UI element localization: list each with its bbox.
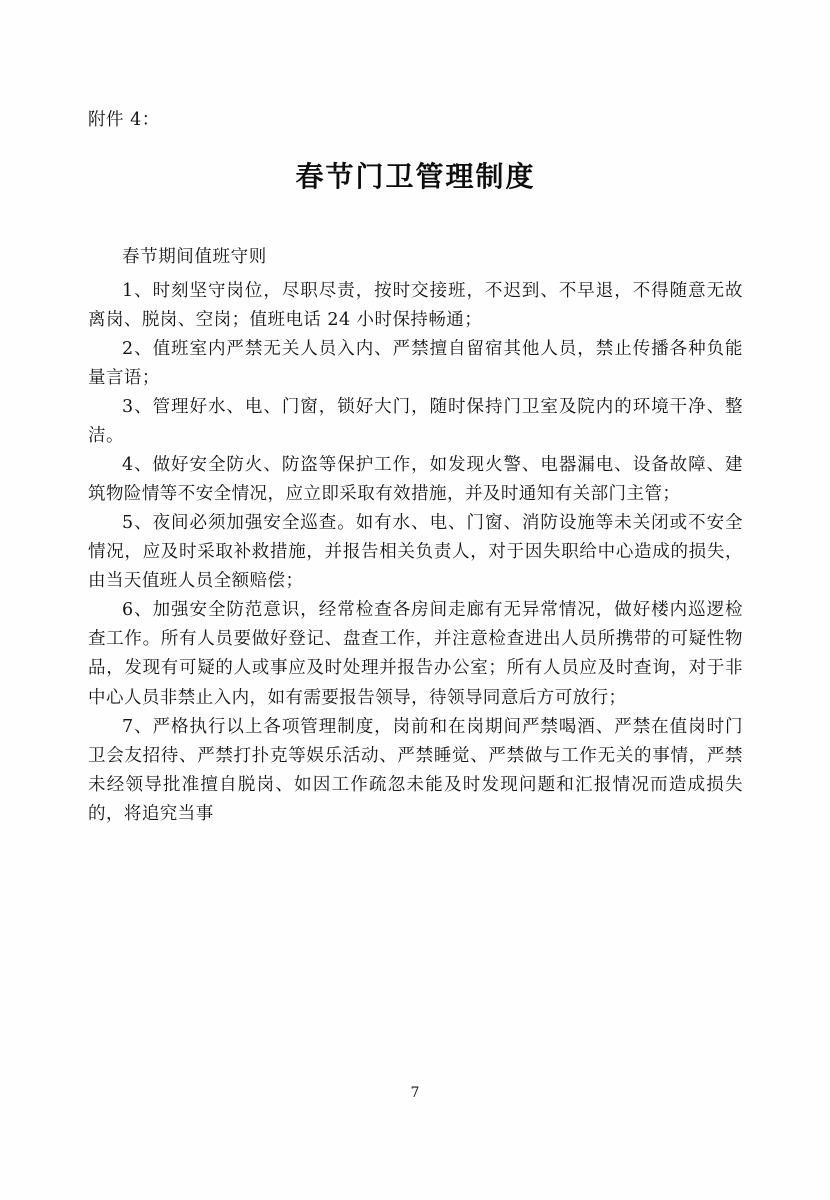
paragraph-3: 3、管理好水、电、门窗，锁好大门，随时保持门卫室及院内的环境干净、整洁。 xyxy=(88,397,743,447)
page-number: 7 xyxy=(410,1085,420,1101)
paragraph-7: 7、严格执行以上各项管理制度，岗前和在岗期间严禁喝酒、严禁在值岗时门卫会友招待、严禁打扑克等娱乐活动、严禁睡觉、严禁做与工作无关的事情，严禁未经领导批准擅自脱岗、如因工作疏忽未能及时发现问题和汇报情况而造成损失的，将追究当事 xyxy=(88,716,743,824)
paragraph-5: 5、夜间必须加强安全巡查。如有水、电、门窗、消防设施等未关闭或不安全情况，应及时采取补救措施，并报告相关负责人，对于因失职给中心造成的损失，由当天值班人员全额赔偿； xyxy=(88,513,743,592)
section-subheading: 春节期间值班守则 xyxy=(122,246,267,267)
paragraph-6: 6、加强安全防范意识，经常检查各房间走廊有无异常情况，做好楼内巡逻检查工作。所有人员要做好登记、盘查工作，并注意检查进出人员所携带的可疑性物品，发现有可疑的人或事应及时处理并报告办公室；所有人员应及时查询，对于非中心人员非禁止入内，如有需要报告领导，待领导同意后方可放行； xyxy=(88,600,743,708)
paragraph-2: 2、值班室内严禁无关人员入内、严禁擅自留宿其他人员，禁止传播各种负能量言语； xyxy=(88,338,743,388)
document-body xyxy=(88,108,743,829)
attachment-label: 附件 4： xyxy=(88,110,160,130)
paragraph-1: 1、时刻坚守岗位，尽职尽责，按时交接班，不迟到、不早退，不得随意无故离岗、脱岗、空岗；值班电话 24 小时保持畅通； xyxy=(88,280,743,330)
page-title: 春节门卫管理制度 xyxy=(295,159,536,193)
paragraph-4: 4、做好安全防火、防盗等保护工作，如发现火警、电器漏电、设备故障、建筑物险情等不安全情况，应立即采取有效措施，并及时通知有关部门主管； xyxy=(88,455,743,505)
